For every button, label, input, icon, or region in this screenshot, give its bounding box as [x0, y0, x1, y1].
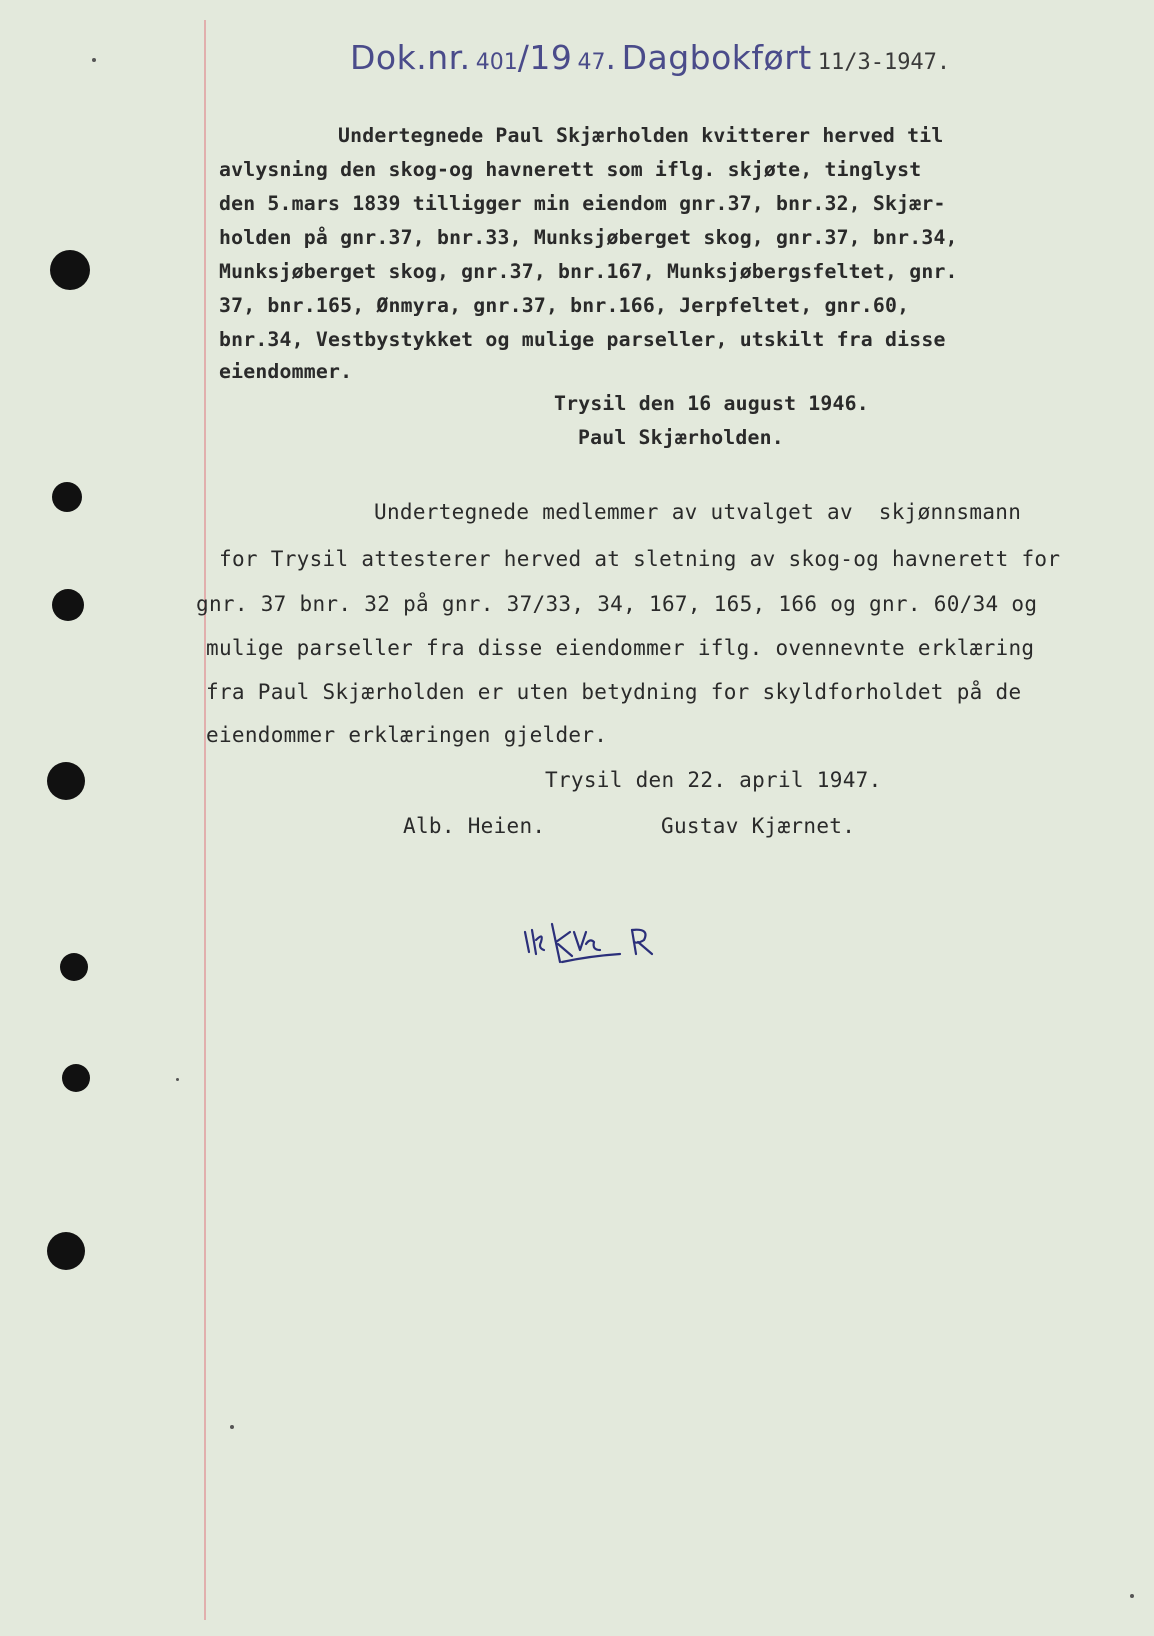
- paragraph1-line: den 5.mars 1839 tilligger min eiendom gnr.37, bnr.32, Skjær-: [219, 192, 946, 215]
- dok-label: Dok.nr.: [350, 38, 471, 77]
- paragraph1-line: 37, bnr.165, Ønmyra, gnr.37, bnr.166, Jerpfeltet, gnr.60,: [219, 294, 910, 317]
- slash: /: [517, 38, 530, 77]
- paragraph2-line: eiendommer erklæringen gjelder.: [206, 723, 608, 747]
- signature2-name-right: Gustav Kjærnet.: [661, 814, 856, 838]
- paragraph1-line: bnr.34, Vestbystykket og mulige parseller, utskilt fra disse: [219, 328, 946, 351]
- paper-speck: [176, 1078, 179, 1081]
- paragraph1-line: avlysning den skog-og havnerett som iflg. skjøte, tinglyst: [219, 158, 922, 181]
- binder-hole: [52, 589, 84, 621]
- binder-hole: [47, 762, 85, 800]
- paragraph1-line: eiendommer.: [219, 360, 353, 383]
- binder-hole: [50, 250, 90, 290]
- signature1-name: Paul Skjærholden.: [578, 426, 784, 449]
- handwritten-initials: [520, 910, 680, 970]
- margin-line: [204, 20, 206, 1620]
- paragraph2-line: gnr. 37 bnr. 32 på gnr. 37/33, 34, 167, 165, 166 og gnr. 60/34 og: [196, 592, 1038, 616]
- binder-hole: [62, 1064, 90, 1092]
- paper-speck: [1130, 1594, 1134, 1598]
- registration-stamp: Dok.nr. 401/19 47. Dagbokført 11/3-1947.: [350, 38, 951, 77]
- paragraph2-line: for Trysil attesterer herved at sletning av skog-og havnerett for: [219, 547, 1061, 571]
- paragraph1-line: holden på gnr.37, bnr.33, Munksjøberget skog, gnr.37, bnr.34,: [219, 226, 958, 249]
- signature2-place-date: Trysil den 22. april 1947.: [545, 768, 882, 792]
- binder-hole: [52, 482, 82, 512]
- year-prefix: 19: [529, 38, 573, 77]
- paragraph1-line: Munksjøberget skog, gnr.37, bnr.167, Munksjøbergsfeltet, gnr.: [219, 260, 958, 283]
- paper-speck: [92, 58, 96, 62]
- stamp-date: 11/3-1947.: [817, 50, 951, 75]
- paragraph2-line: fra Paul Skjærholden er uten betydning for skyldforholdet på de: [206, 680, 1022, 704]
- paragraph1-line: Undertegnede Paul Skjærholden kvitterer herved til: [338, 124, 944, 147]
- paper-speck: [230, 1425, 234, 1429]
- binder-hole: [60, 953, 88, 981]
- binder-hole: [47, 1232, 85, 1270]
- signature1-place-date: Trysil den 16 august 1946.: [554, 392, 869, 415]
- paragraph2-line: Undertegnede medlemmer av utvalget av skjønnsmann: [374, 500, 1022, 524]
- paragraph2-line: mulige parseller fra disse eiendommer iflg. ovennevnte erklæring: [206, 636, 1035, 660]
- dok-number: 401: [475, 50, 518, 75]
- year-suffix: 47: [577, 50, 606, 75]
- dagbok-label: Dagbokført: [621, 38, 812, 77]
- signature2-name-left: Alb. Heien.: [403, 814, 546, 838]
